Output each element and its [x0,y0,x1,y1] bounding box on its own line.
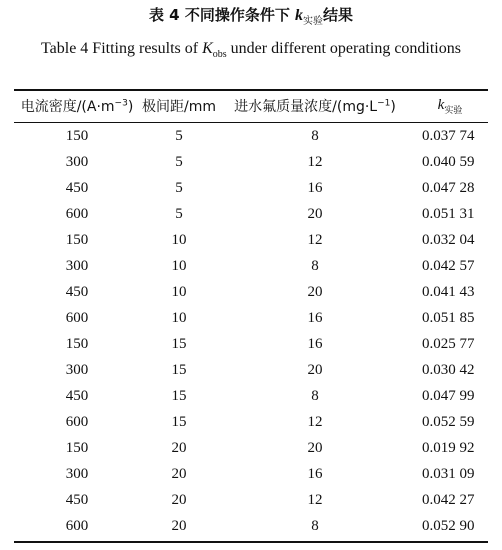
cell-k: 0.030 42 [422,361,475,378]
table-row [14,331,488,357]
cell-spacing: 10 [171,283,187,300]
cell-spacing: 15 [171,413,187,430]
cell-spacing: 5 [175,205,183,222]
cell-current-density: 450 [65,179,89,196]
table-row [14,201,488,227]
cell-fluoride: 12 [307,153,323,170]
cell-current-density: 450 [65,283,89,300]
table-row [14,487,488,513]
cell-k: 0.032 04 [422,231,475,248]
table-row [14,227,488,253]
cell-current-density: 300 [65,465,89,482]
cell-k: 0.047 99 [422,387,475,404]
cell-fluoride: 16 [307,309,323,326]
col-header-fluoride [218,90,412,122]
col-header-current-density [14,90,140,122]
table-row [14,279,488,305]
caption-cn-k-subscript: 实验 [303,16,324,27]
cell-k: 0.025 77 [422,335,475,352]
caption-en-k-symbol: K [202,40,213,57]
cell-k: 0.042 57 [422,257,475,274]
results-table [14,90,488,539]
fluoride-close: ) [390,99,396,115]
table-row [14,253,488,279]
cell-fluoride: 8 [311,387,319,404]
cell-fluoride: 8 [311,517,319,534]
table-row [14,513,488,539]
col-header-k [412,90,488,122]
cell-spacing: 20 [171,517,187,534]
fluoride-exponent: −1 [377,98,391,109]
current-density-close: ) [127,99,134,115]
cell-k: 0.052 90 [422,517,475,534]
cell-k: 0.040 59 [422,153,475,170]
cell-current-density: 450 [65,491,89,508]
table-row [14,435,488,461]
cell-spacing: 20 [171,439,187,456]
cell-spacing: 15 [171,335,187,352]
cell-current-density: 300 [65,257,89,274]
table-header-row [14,90,488,122]
cell-current-density: 150 [65,231,89,248]
cell-spacing: 5 [175,127,183,144]
cell-spacing: 20 [171,491,187,508]
cell-k: 0.051 85 [422,309,475,326]
cell-spacing: 10 [171,309,187,326]
cell-spacing: 5 [175,179,183,196]
cell-current-density: 600 [65,205,89,222]
table-body [14,122,488,539]
cell-k: 0.047 28 [422,179,475,196]
cell-fluoride: 8 [311,257,319,274]
table-caption-cn [0,5,502,32]
cell-spacing: 10 [171,257,187,274]
fluoride-label: 进水氟质量浓度/(mg·L [234,99,378,115]
cell-k: 0.037 74 [422,127,475,144]
cell-spacing: 5 [175,153,183,170]
cell-fluoride: 20 [307,205,323,222]
caption-en-suffix: under different operating conditions [226,40,461,57]
k-symbol: k [437,96,445,113]
cell-current-density: 600 [65,413,89,430]
k-subscript: 实验 [444,105,463,116]
cell-current-density: 450 [65,387,89,404]
cell-fluoride: 20 [307,283,323,300]
caption-en-k-subscript: obs [212,49,227,61]
cell-k: 0.031 09 [422,465,475,482]
table-row [14,175,488,201]
cell-fluoride: 8 [311,127,319,144]
cell-fluoride: 20 [307,361,323,378]
cell-current-density: 300 [65,361,89,378]
cell-current-density: 150 [65,127,89,144]
cell-current-density: 300 [65,153,89,170]
cell-current-density: 600 [65,517,89,534]
table-row [14,122,488,149]
table-row [14,409,488,435]
cell-spacing: 15 [171,361,187,378]
cell-k: 0.042 27 [422,491,475,508]
current-density-label: 电流密度/(A·m [20,99,115,115]
cell-fluoride: 16 [307,335,323,352]
table-caption-en [40,38,462,66]
cell-k: 0.019 92 [422,439,475,456]
caption-cn-prefix: 表 4 不同操作条件下 [148,6,296,24]
cell-spacing: 20 [171,465,187,482]
table-bottom-rule [14,541,488,543]
caption-cn-k-symbol: k [295,7,304,24]
cell-k: 0.051 31 [422,205,475,222]
cell-k: 0.041 43 [422,283,475,300]
table-row [14,461,488,487]
cell-fluoride: 16 [307,179,323,196]
cell-current-density: 600 [65,309,89,326]
cell-spacing: 10 [171,231,187,248]
cell-fluoride: 12 [307,413,323,430]
cell-fluoride: 16 [307,465,323,482]
table-row [14,357,488,383]
table-row [14,305,488,331]
caption-cn-suffix: 结果 [323,6,354,24]
cell-current-density: 150 [65,335,89,352]
cell-current-density: 150 [65,439,89,456]
cell-k: 0.052 59 [422,413,475,430]
current-density-exponent: −3 [114,98,128,109]
col-header-spacing: 极间距/mm [142,99,216,115]
cell-fluoride: 12 [307,491,323,508]
table-row [14,149,488,175]
caption-en-prefix: Table 4 Fitting results of [41,40,203,57]
cell-fluoride: 20 [307,439,323,456]
cell-spacing: 15 [171,387,187,404]
table-row [14,383,488,409]
cell-fluoride: 12 [307,231,323,248]
